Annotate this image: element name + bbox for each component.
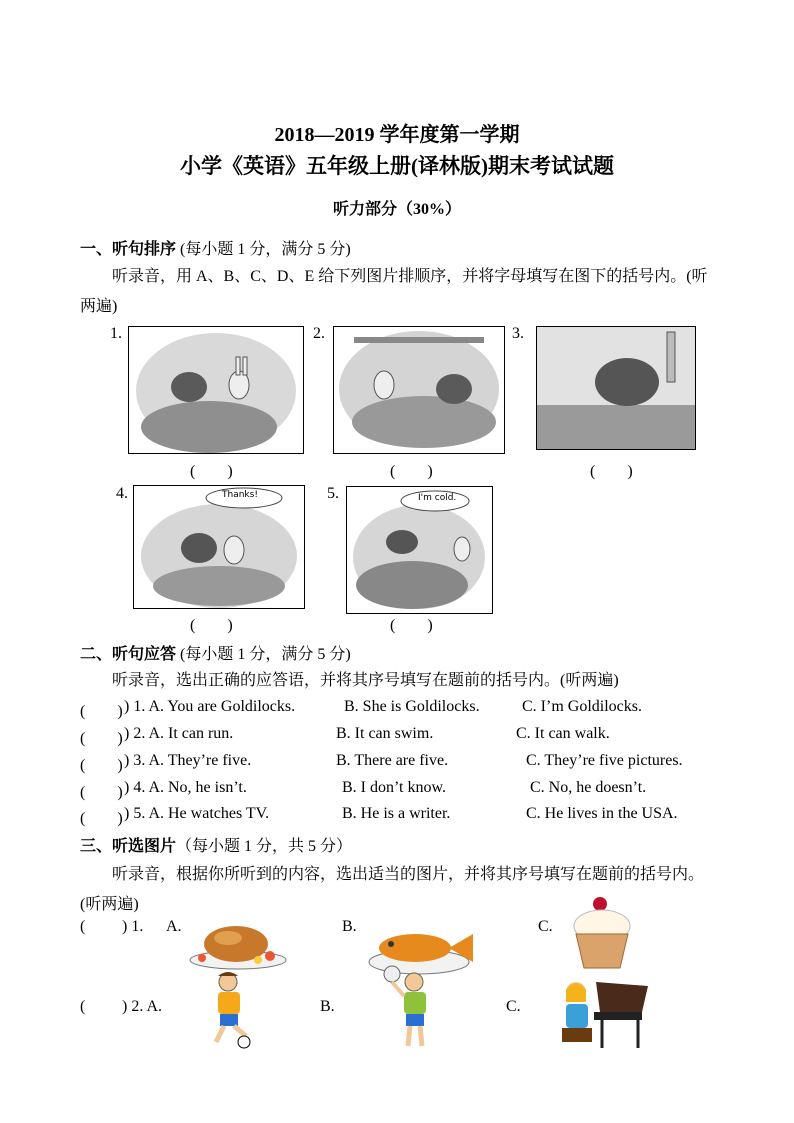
girl-playing-piano-icon — [556, 972, 650, 1052]
question-5-option-a: ) 5. A. He watches TV. — [124, 805, 270, 822]
picture-5-frame — [346, 486, 493, 614]
s3-question-1-option-c: C. — [538, 918, 553, 935]
section2-question-4 — [80, 779, 720, 805]
question-3-option-c: C. They’re five pictures. — [526, 752, 683, 769]
picture-4-frame — [133, 485, 305, 609]
question-5-option-b: B. He is a writer. — [342, 805, 451, 822]
s3-question-1-paren[interactable]: ( — [80, 918, 86, 935]
question-4-option-a: ) 4. A. No, he isn’t. — [124, 779, 247, 796]
question-2-option-a: ) 2. A. It can run. — [124, 725, 234, 742]
question-5-paren[interactable]: ( ) — [80, 810, 123, 827]
s3-question-2-paren[interactable]: ( — [80, 998, 86, 1015]
question-4-option-b: B. I don’t know. — [342, 779, 446, 796]
question-2-paren[interactable]: ( ) — [80, 730, 123, 747]
bear-rabbit-bed-illustration — [129, 327, 303, 453]
section2-title: 二、听句应答 — [80, 646, 177, 663]
section2-instruction — [80, 666, 740, 696]
girl-piano-picture — [556, 972, 650, 1052]
section2-instruction-text: 听录音，选出正确的应答语，并将其序号填写在题前的括号内。(听两遍) — [112, 672, 619, 689]
picture-3-number: 3. — [512, 325, 524, 342]
question-4-paren[interactable]: ( ) — [80, 784, 123, 801]
question-1-option-c: C. I’m Goldilocks. — [522, 698, 642, 715]
roast-turkey-icon — [188, 918, 288, 970]
picture-1-frame — [128, 326, 304, 454]
bear-in-bed-cold-illustration — [347, 487, 492, 613]
picture-5-speech-bubble: I'm cold. — [418, 493, 457, 503]
section2-question-1 — [80, 698, 720, 724]
section1-instruction-text: 听录音，用 A、B、C、D、E 给下列图片排顺序，并将字母填写在图下的括号内。(听两遍) — [80, 268, 708, 315]
picture-5-number: 5. — [327, 485, 339, 502]
question-2-option-c: C. It can walk. — [516, 725, 610, 742]
question-4-option-c: C. No, he doesn’t. — [530, 779, 647, 796]
section2-question-3 — [80, 752, 720, 778]
s3-question-1-option-b: B. — [342, 918, 357, 935]
exam-title: 小学《英语》五年级上册(译林版)期末考试试题 — [180, 154, 614, 178]
section2-question-2 — [80, 725, 720, 751]
section1-heading — [80, 236, 351, 259]
exam-year-title: 2018—2019 学年度第一学期 — [274, 124, 520, 146]
bear-sleeping-illustration — [537, 327, 695, 449]
picture-1-number: 1. — [110, 325, 122, 342]
section1-title: 一、听句排序 — [80, 241, 177, 258]
picture-4-answer-paren[interactable]: ( ) — [190, 617, 233, 634]
question-1-option-a: ) 1. A. You are Goldilocks. — [124, 698, 296, 715]
picture-4-speech-bubble: Thanks! — [222, 490, 258, 500]
picture-3-answer-paren[interactable]: ( ) — [590, 463, 633, 480]
section2-heading — [80, 641, 351, 664]
question-1-option-b: B. She is Goldilocks. — [344, 698, 480, 715]
boy-volleyball-picture — [378, 964, 448, 1054]
section2-question-5 — [80, 805, 720, 831]
picture-2-number: 2. — [313, 325, 325, 342]
rabbit-bear-bed-illustration — [334, 327, 504, 453]
picture-4-number: 4. — [116, 485, 128, 502]
picture-3-frame — [536, 326, 696, 450]
picture-2-answer-paren[interactable]: ( ) — [390, 463, 433, 480]
boy-football-picture — [196, 970, 266, 1050]
boy-playing-volleyball-icon — [378, 964, 448, 1054]
s3-question-1-option-a: A. — [166, 918, 182, 935]
s3-question-2-option-b: B. — [320, 998, 335, 1015]
section3-instruction-text: 听录音，根据你所听到的内容，选出适当的图片，并将其序号填写在题前的括号内。(听两遍) — [80, 866, 705, 913]
section3-heading — [80, 833, 352, 856]
listening-part-title: 听力部分（30%） — [332, 201, 461, 218]
bear-hugging-rabbit-illustration — [134, 486, 304, 608]
question-3-option-b: B. There are five. — [336, 752, 449, 769]
s3-question-1-label: ) 1. — [122, 918, 144, 935]
question-5-option-c: C. He lives in the USA. — [526, 805, 678, 822]
section3-note: （每小题 1 分，共 5 分） — [176, 838, 353, 855]
picture-5-answer-paren[interactable]: ( ) — [390, 617, 433, 634]
picture-2-frame — [333, 326, 505, 454]
section3-title: 三、听选图片 — [80, 838, 177, 855]
cupcake-icon — [570, 882, 634, 970]
picture-1-answer-paren[interactable]: ( ) — [190, 463, 233, 480]
boy-playing-football-icon — [196, 970, 266, 1050]
question-1-paren[interactable]: ( ) — [80, 703, 123, 720]
s3-question-2-label-a: ) 2. A. — [122, 998, 162, 1015]
roast-turkey-picture — [188, 918, 288, 970]
question-3-paren[interactable]: ( ) — [80, 757, 123, 774]
cupcake-picture — [570, 882, 634, 970]
section2-note: (每小题 1 分，满分 5 分) — [176, 646, 351, 663]
section1-instruction — [80, 262, 720, 322]
section1-note: (每小题 1 分，满分 5 分) — [176, 241, 351, 258]
s3-question-2-option-c: C. — [506, 998, 521, 1015]
question-2-option-b: B. It can swim. — [336, 725, 434, 742]
question-3-option-a: ) 3. A. They’re five. — [124, 752, 252, 769]
